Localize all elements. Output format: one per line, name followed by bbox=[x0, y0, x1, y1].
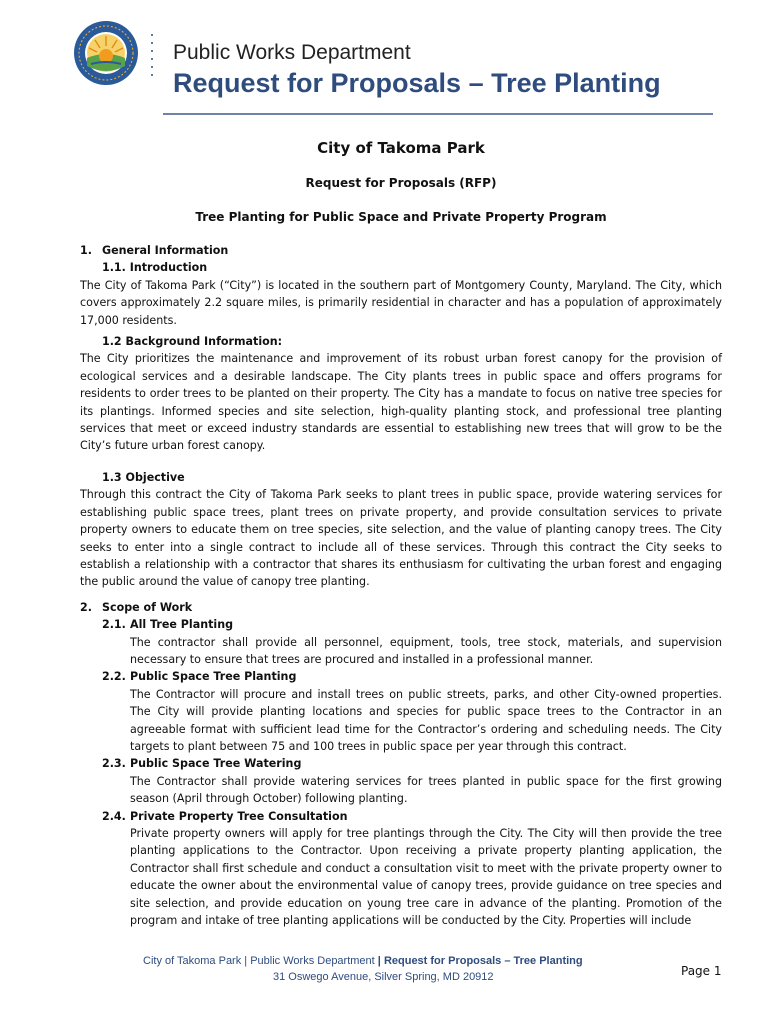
subsection-heading: 1.2 Background Information: bbox=[102, 335, 283, 349]
paragraph: The Contractor shall provide watering services for trees planted in public space for the first growing season (April through October) following planting. bbox=[130, 774, 722, 806]
city-seal-logo bbox=[73, 20, 139, 86]
section-heading: 2. Scope of Work bbox=[80, 600, 193, 614]
subsection-heading: 2.4. Private Property Tree Consultation bbox=[102, 809, 348, 823]
rfp-heading: Request for Proposals (RFP) bbox=[305, 176, 497, 190]
decorative-dots bbox=[151, 34, 155, 82]
page-number: Page 1 bbox=[681, 964, 722, 978]
city-heading: City of Takoma Park bbox=[317, 139, 485, 157]
footer-address: 31 Oswego Avenue, Silver Spring, MD 20912 bbox=[273, 971, 494, 983]
subsection-heading: 2.3. Public Space Tree Watering bbox=[102, 757, 302, 771]
paragraph: Through this contract the City of Takoma Park seeks to plant trees in public space, provide watering services for establishing public space trees, plant trees on private property, and provide consultation services to private property owners to educate them on tree species, site selection, and the value of planting canopy trees. The City seeks to enter into a single contract to include all of these services. Through this contract the City seeks to establish a relationship with a contractor that shares its enthusiasm for cultivating the urban forest and engaging the public around the value of canopy tree planting. bbox=[80, 488, 722, 589]
subsection-heading: 2.1. All Tree Planting bbox=[102, 618, 234, 632]
program-heading: Tree Planting for Public Space and Private Property Program bbox=[195, 210, 607, 224]
paragraph: The Contractor will procure and install trees on public streets, parks, and other City-owned properties. The City will provide planting locations and species for public space trees to the Contractor in an agreeable format with sufficient lead time for the Contractor’s ordering and scheduling needs. The City targets to plant between 75 and 100 trees in public space per year through this contract. bbox=[130, 687, 722, 753]
paragraph: The City of Takoma Park (“City”) is located in the southern part of Montgomery County, Maryland. The City, which covers approximately 2.2 square miles, is primarily residential in character and has a population of approximately 17,000 residents. bbox=[80, 278, 722, 327]
paragraph: The City prioritizes the maintenance and improvement of its robust urban forest canopy for the provision of ecological services and a desirable landscape. The City plants trees in public space and offers programs for residents to order trees to be planted on their property. The City has a mandate to focus on native tree species for its plantings. Informed species and site selection, high-quality planting stock, and professional tree planting services that meet or exceed industry standards are essential to establishing new trees that will grow to be the City’s future urban forest canopy. bbox=[80, 352, 722, 453]
paragraph: Private property owners will apply for tree plantings through the City. The City will then provide the tree planting applications to the Contractor. Upon receiving a private property planting application, the Contractor shall first schedule and conduct a consultation visit to meet with the private property owner to educate the owner about the environmental value of canopy trees, provide guidance on tree species and site selection, and provide education on young tree care in advance of the planting. Promotion of the program and intake of tree planting applications will be conducted by the City. Properties will include bbox=[130, 827, 722, 928]
document-title: Request for Proposals – Tree Planting bbox=[173, 68, 661, 98]
section-heading: 1. General Information bbox=[80, 244, 229, 257]
paragraph: The contractor shall provide all personnel, equipment, tools, tree stock, materials, and supervision necessary to ensure that trees are procured and installed in a professional manner. bbox=[130, 635, 722, 666]
header-rule bbox=[163, 113, 713, 115]
subsection-heading: 2.2. Public Space Tree Planting bbox=[102, 670, 297, 684]
document-body bbox=[80, 136, 722, 929]
subsection-heading: 1.1. Introduction bbox=[102, 261, 208, 275]
department-name: Public Works Department bbox=[173, 41, 411, 64]
footer-line: City of Takoma Park | Public Works Department | Request for Proposals – Tree Planting bbox=[143, 955, 583, 967]
subsection-heading: 1.3 Objective bbox=[102, 470, 185, 484]
